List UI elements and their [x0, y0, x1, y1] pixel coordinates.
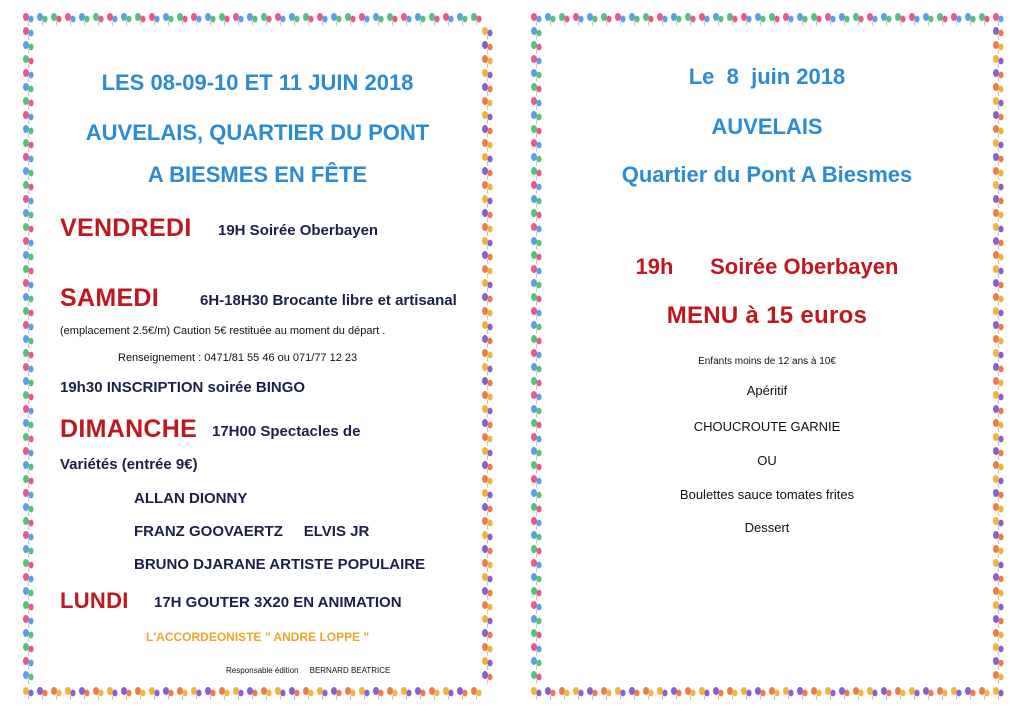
- monday-heading: LUNDI: [60, 588, 129, 613]
- sunday-text: 17H00 Spectacles de: [212, 423, 361, 440]
- saturday-info: Renseignement : 0471/81 55 46 ou 071/77 12 23: [118, 352, 358, 364]
- menu-title: MENU à 15 euros: [666, 302, 868, 329]
- right-poster: [528, 10, 1006, 704]
- monday-text: 17H GOUTER 3X20 EN ANIMATION: [154, 594, 402, 611]
- sunday-text-2: Variétés (entrée 9€): [60, 456, 198, 473]
- saturday-note: (emplacement 2.5€/m) Caution 5€ restituée au moment du départ .: [60, 325, 386, 337]
- artist-1: ALLAN DIONNY: [134, 490, 248, 507]
- right-district: Quartier du Pont A Biesmes: [621, 162, 913, 187]
- saturday-heading: SAMEDI: [60, 284, 160, 312]
- menu-item-4: Boulettes sauce tomates frites: [679, 487, 855, 502]
- accordion-line: L'ACCORDEONISTE " ANDRE LOPPE ": [146, 630, 370, 644]
- artist-3: BRUNO DJARANE ARTISTE POPULAIRE: [134, 556, 426, 573]
- right-city: AUVELAIS: [711, 114, 823, 139]
- left-title-line-2: AUVELAIS, QUARTIER DU PONT: [85, 120, 430, 145]
- sunday-heading: DIMANCHE: [60, 415, 198, 443]
- menu-item-2: CHOUCROUTE GARNIE: [693, 419, 841, 434]
- right-event: 19h Soirée Oberbayen: [635, 254, 899, 279]
- friday-text: 19H Soirée Oberbayen: [218, 222, 379, 239]
- children-price: Enfants moins de 12 ans à 10€: [698, 356, 836, 367]
- menu-item-1: Apéritif: [746, 383, 788, 398]
- left-title-line-1: LES 08-09-10 ET 11 JUIN 2018: [101, 70, 414, 95]
- right-date: Le 8 juin 2018: [688, 64, 846, 89]
- left-poster: [20, 10, 495, 704]
- artist-2: FRANZ GOOVAERTZ ELVIS JR: [134, 523, 370, 540]
- friday-heading: VENDREDI: [60, 214, 192, 242]
- left-title-line-3: A BIESMES EN FÊTE: [147, 162, 368, 187]
- menu-item-5: Dessert: [744, 520, 790, 535]
- footer-credit: Responsable édition BERNARD BEATRICE: [226, 666, 391, 675]
- saturday-bingo: 19h30 INSCRIPTION soirée BINGO: [60, 379, 306, 396]
- menu-item-3: OU: [757, 453, 777, 468]
- saturday-text: 6H-18H30 Brocante libre et artisanal: [200, 292, 457, 309]
